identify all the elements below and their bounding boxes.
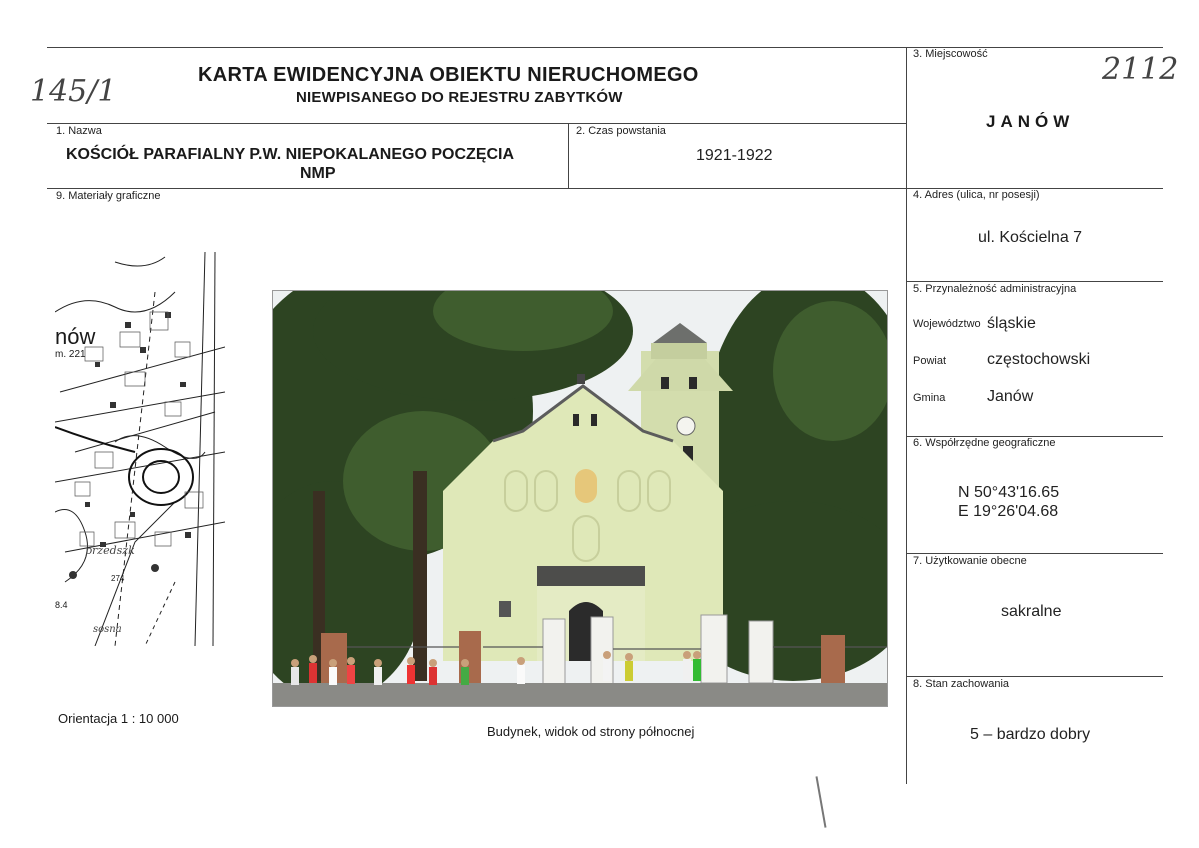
address-label: 4. Adres (ulica, nr posesji): [913, 189, 1040, 201]
usage-value: sakralne: [1001, 603, 1062, 620]
map-84-text: 8.4: [55, 600, 68, 610]
coords-north: N 50°43'16.65: [958, 484, 1060, 501]
church-photo: [272, 290, 888, 707]
map-sosna-text: sosna: [93, 624, 122, 635]
county-value: częstochowski: [987, 351, 1091, 368]
admin-label: 5. Przynależność administracyjna: [913, 283, 1077, 295]
name-label: 1. Nazwa: [56, 125, 102, 137]
voivodeship-label: Województwo: [913, 318, 981, 330]
county-label: Powiat: [913, 355, 947, 367]
place-label: 3. Miejscowość: [913, 48, 988, 60]
condition-value: 5 – bardzo dobry: [970, 726, 1091, 743]
card-subtitle: NIEWPISANEGO DO REJESTRU ZABYTKÓW: [296, 89, 623, 106]
map-street-text: przedszk: [85, 544, 135, 557]
card-title: KARTA EWIDENCYJNA OBIEKTU NIERUCHOMEGO: [198, 64, 699, 86]
date-value: 1921-1922: [696, 147, 773, 164]
rule-below-title: [47, 123, 906, 124]
name-value-line1: KOŚCIÓŁ PARAFIALNY P.W. NIEPOKALANEGO POCZĘCIA: [66, 146, 515, 163]
rule-usage: [906, 676, 1163, 677]
address-value: ul. Kościelna 7: [978, 229, 1083, 246]
map-274-text: 274: [111, 574, 125, 583]
usage-label: 7. Użytkowanie obecne: [913, 555, 1027, 567]
map-orientation: Orientacja 1 : 10 000: [58, 711, 179, 726]
divider-name-date: [568, 123, 569, 188]
commune-label: Gmina: [913, 392, 946, 404]
condition-label: 8. Stan zachowania: [913, 678, 1010, 690]
handwritten-right-number: 2112: [1102, 52, 1179, 87]
photo-caption: Budynek, widok od strony północnej: [487, 724, 695, 739]
graphics-label: 9. Materiały graficzne: [56, 190, 161, 202]
name-value-line2: NMP: [300, 165, 336, 182]
date-label: 2. Czas powstania: [576, 125, 666, 137]
coords-label: 6. Współrzędne geograficzne: [913, 437, 1056, 449]
handwritten-left-number: 145/1: [30, 74, 117, 109]
divider-right-column: [906, 47, 907, 784]
coords-east: E 19°26'04.68: [958, 503, 1059, 520]
rule-address: [906, 281, 1163, 282]
voivodeship-value: śląskie: [987, 315, 1036, 332]
pencil-mark: [816, 776, 827, 828]
location-map: [55, 252, 225, 646]
church-photo-drawing: [273, 291, 887, 706]
place-value: JANÓW: [986, 112, 1075, 131]
location-map-drawing: [55, 252, 225, 646]
map-place-text: nów: [55, 324, 96, 349]
map-altitude-text: m. 221: [55, 349, 86, 360]
rule-top: [47, 47, 1163, 48]
rule-coords: [906, 553, 1163, 554]
commune-value: Janów: [987, 388, 1034, 405]
